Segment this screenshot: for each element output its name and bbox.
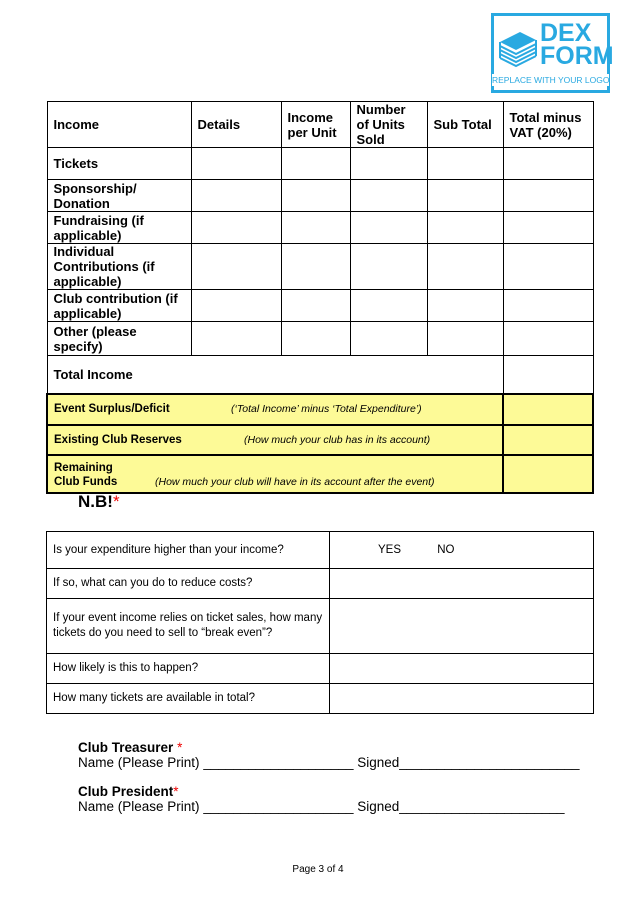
- cell-input[interactable]: [191, 322, 281, 356]
- cell-input[interactable]: [191, 244, 281, 290]
- name-label: Name (Please Print): [78, 755, 200, 770]
- answer-field[interactable]: [330, 599, 594, 654]
- col-header-details: Details: [191, 102, 281, 148]
- summary-label-reserves: Existing Club Reserves: [54, 433, 182, 446]
- required-asterisk: *: [112, 492, 120, 511]
- summary-value[interactable]: [503, 425, 593, 455]
- summary-row: [47, 425, 593, 455]
- table-row: [47, 180, 593, 212]
- cell-input[interactable]: [281, 180, 350, 212]
- summary-row: [47, 394, 593, 425]
- cell-input[interactable]: [281, 322, 350, 356]
- cell-input[interactable]: [350, 212, 427, 244]
- col-header-units-sold: Number of Units Sold: [350, 102, 427, 148]
- cell-input[interactable]: [427, 148, 503, 180]
- table-row: [47, 599, 594, 654]
- table-row: [47, 148, 593, 180]
- treasurer-signature-field[interactable]: ________________________: [399, 755, 580, 770]
- cell-input[interactable]: [191, 148, 281, 180]
- table-row: [47, 532, 594, 569]
- cell-input[interactable]: [350, 244, 427, 290]
- yes-option[interactable]: YES: [378, 543, 402, 556]
- cell-input[interactable]: [427, 244, 503, 290]
- col-header-income: Income: [47, 102, 191, 148]
- row-label-sponsorship: Sponsorship/ Donation: [47, 180, 191, 212]
- nb-heading: [78, 492, 120, 512]
- questions-table: [46, 531, 594, 714]
- cell-input[interactable]: [191, 180, 281, 212]
- signed-label: Signed: [357, 799, 400, 814]
- cell-input[interactable]: [503, 212, 593, 244]
- total-income-row: [47, 356, 593, 394]
- summary-cell: [47, 425, 503, 455]
- table-row: [47, 212, 593, 244]
- cell-input[interactable]: [427, 180, 503, 212]
- treasurer-signature-block: [78, 740, 580, 770]
- summary-cell: [47, 394, 503, 425]
- president-signature-block: [78, 784, 564, 814]
- cell-input[interactable]: [191, 212, 281, 244]
- answer-field[interactable]: [330, 684, 594, 714]
- president-name-field[interactable]: ____________________: [203, 799, 354, 814]
- signed-label: Signed: [357, 755, 400, 770]
- table-row: [47, 322, 593, 356]
- required-asterisk: *: [173, 784, 179, 799]
- cell-input[interactable]: [350, 180, 427, 212]
- cell-input[interactable]: [281, 290, 350, 322]
- cell-input[interactable]: [191, 290, 281, 322]
- president-signature-field[interactable]: ______________________: [399, 799, 565, 814]
- cell-input[interactable]: [350, 290, 427, 322]
- income-header-row: [47, 102, 593, 148]
- question-break-even: If your event income relies on ticket sales, how many tickets do you need to sell to “break even”?: [47, 599, 330, 654]
- question-expenditure: Is your expenditure higher than your income?: [47, 532, 330, 569]
- summary-note-remaining: (How much your club will have in its account after the event): [155, 476, 435, 488]
- cell-input[interactable]: [427, 322, 503, 356]
- cell-input[interactable]: [503, 148, 593, 180]
- row-label-fundraising: Fundraising (if applicable): [47, 212, 191, 244]
- yes-no-cell: [330, 532, 594, 569]
- col-header-total-minus-vat: Total minus VAT (20%): [503, 102, 593, 148]
- summary-label-remaining: Remaining Club Funds: [54, 462, 118, 488]
- logo-tagline: REPLACE WITH YOUR LOGO: [492, 75, 610, 85]
- question-tickets-available: How many tickets are available in total?: [47, 684, 330, 714]
- no-option[interactable]: NO: [437, 543, 455, 556]
- paper-stack-icon: [496, 28, 540, 68]
- row-label-individual-contributions: Individual Contributions (if applicable): [47, 244, 191, 290]
- cell-input[interactable]: [350, 148, 427, 180]
- cell-input[interactable]: [350, 322, 427, 356]
- table-row: [47, 244, 593, 290]
- row-label-tickets: Tickets: [47, 148, 191, 180]
- income-table: [46, 101, 594, 494]
- col-header-sub-total: Sub Total: [427, 102, 503, 148]
- row-label-other: Other (please specify): [47, 322, 191, 356]
- col-header-income-per-unit: Income per Unit: [281, 102, 350, 148]
- president-title: Club President: [78, 784, 174, 799]
- nb-label: N.B!: [78, 492, 113, 511]
- name-label: Name (Please Print): [78, 799, 200, 814]
- question-reduce-costs: If so, what can you do to reduce costs?: [47, 569, 330, 599]
- cell-input[interactable]: [281, 212, 350, 244]
- cell-input[interactable]: [427, 290, 503, 322]
- table-row: [47, 290, 593, 322]
- treasurer-name-field[interactable]: ____________________: [203, 755, 354, 770]
- total-income-label: Total Income: [47, 356, 503, 394]
- table-row: [47, 684, 594, 714]
- cell-input[interactable]: [281, 148, 350, 180]
- summary-note-reserves: (How much your club has in its account): [244, 433, 431, 446]
- row-label-club-contribution: Club contribution (if applicable): [47, 290, 191, 322]
- summary-label-surplus: Event Surplus/Deficit: [54, 403, 170, 415]
- answer-field[interactable]: [330, 654, 594, 684]
- logo-line2: FORM: [540, 42, 614, 70]
- table-row: [47, 569, 594, 599]
- cell-input[interactable]: [503, 244, 593, 290]
- treasurer-title: Club Treasurer: [78, 740, 174, 755]
- summary-note-surplus: (‘Total Income’ minus ‘Total Expenditure’): [231, 403, 422, 415]
- cell-input[interactable]: [503, 290, 593, 322]
- logo-line1: DEX: [540, 19, 592, 47]
- logo: [491, 13, 614, 93]
- question-likelihood: How likely is this to happen?: [47, 654, 330, 684]
- cell-input[interactable]: [281, 244, 350, 290]
- required-asterisk: *: [177, 740, 183, 755]
- cell-input[interactable]: [503, 322, 593, 356]
- cell-input[interactable]: [503, 180, 593, 212]
- table-row: [47, 654, 594, 684]
- summary-cell: [47, 455, 503, 493]
- total-income-value[interactable]: [503, 356, 593, 394]
- summary-value[interactable]: [503, 394, 593, 425]
- answer-field[interactable]: [330, 569, 594, 599]
- cell-input[interactable]: [427, 212, 503, 244]
- page-number: Page 3 of 4: [292, 864, 344, 875]
- summary-row: [47, 455, 593, 493]
- summary-value[interactable]: [503, 455, 593, 493]
